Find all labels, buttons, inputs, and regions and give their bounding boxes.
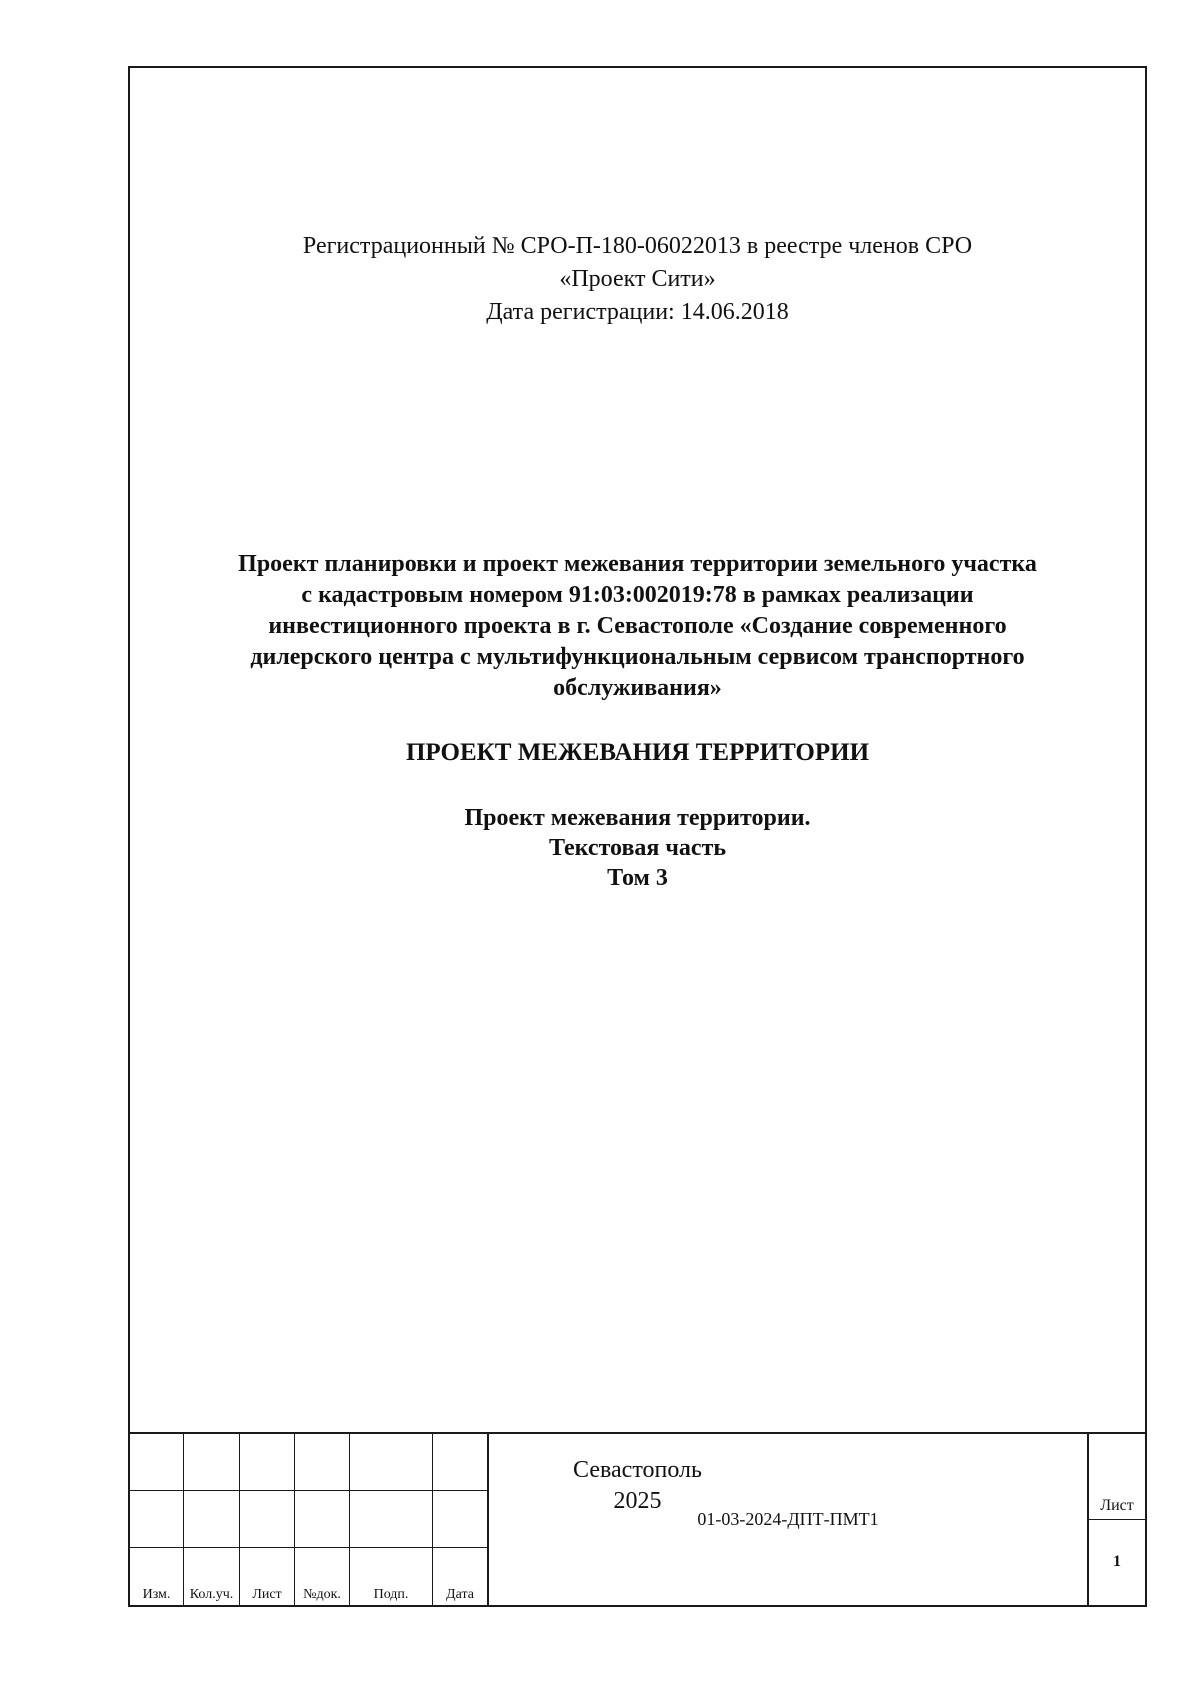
stamp-cell [350,1434,433,1491]
title-line: с кадастровым номером 91:03:002019:78 в рамках реализации [301,582,974,608]
stamp-header-list: Лист [240,1548,295,1605]
stamp-cell [295,1434,350,1491]
stamp-cell [295,1491,350,1548]
sheet-label: Лист [1089,1434,1145,1520]
stamp-cell [240,1434,295,1491]
title-line: инвестиционного проекта в г. Севастополе «Создание современного [268,613,1007,639]
stamp-header-podp: Подп. [350,1548,433,1605]
title-stamp [130,1432,1145,1605]
stamp-header-data: Дата [446,1587,474,1602]
registration-organization: «Проект Сити» [559,266,716,292]
stamp-header-izm: Изм. [130,1548,184,1605]
title-line: обслуживания» [553,675,722,701]
revision-table [130,1434,489,1605]
stamp-cell [350,1491,433,1548]
year: 2025 [613,1488,662,1514]
sheet-number: 1 [1113,1553,1121,1571]
stamp-cell [433,1434,487,1491]
document-title [130,549,1145,704]
title-line: Проект планировки и проект межевания территории земельного участка [238,551,1037,577]
section-title: ПРОЕКТ МЕЖЕВАНИЯ ТЕРРИТОРИИ [405,739,870,766]
sheet-box [1087,1434,1145,1605]
stamp-cell [240,1491,295,1548]
title-line: дилерского центра с мультифункциональным сервисом транспортного [250,644,1025,670]
subtitle-line: Проект межевания территории. [464,805,811,831]
volume-subtitle [130,803,1145,893]
stamp-header-kol-uch: Кол.уч. [184,1548,240,1605]
document-code: 01-03-2024-ДПТ-ПМТ1 [697,1509,879,1529]
stamp-cell [130,1491,184,1548]
registration-block [130,230,1145,329]
city: Севастополь [573,1457,702,1483]
subtitle-line: Текстовая часть [548,835,727,861]
page-frame [128,66,1147,1607]
stamp-cell [433,1491,487,1548]
registration-date: Дата регистрации: 14.06.2018 [486,299,789,325]
stamp-cell [130,1434,184,1491]
stamp-header-ndok: №док. [295,1548,350,1605]
volume-number: Том 3 [607,865,668,891]
stamp-cell [184,1491,240,1548]
stamp-cell [184,1434,240,1491]
registration-number: Регистрационный № СРО-П-180-06022013 в реестре членов СРО [302,233,973,259]
